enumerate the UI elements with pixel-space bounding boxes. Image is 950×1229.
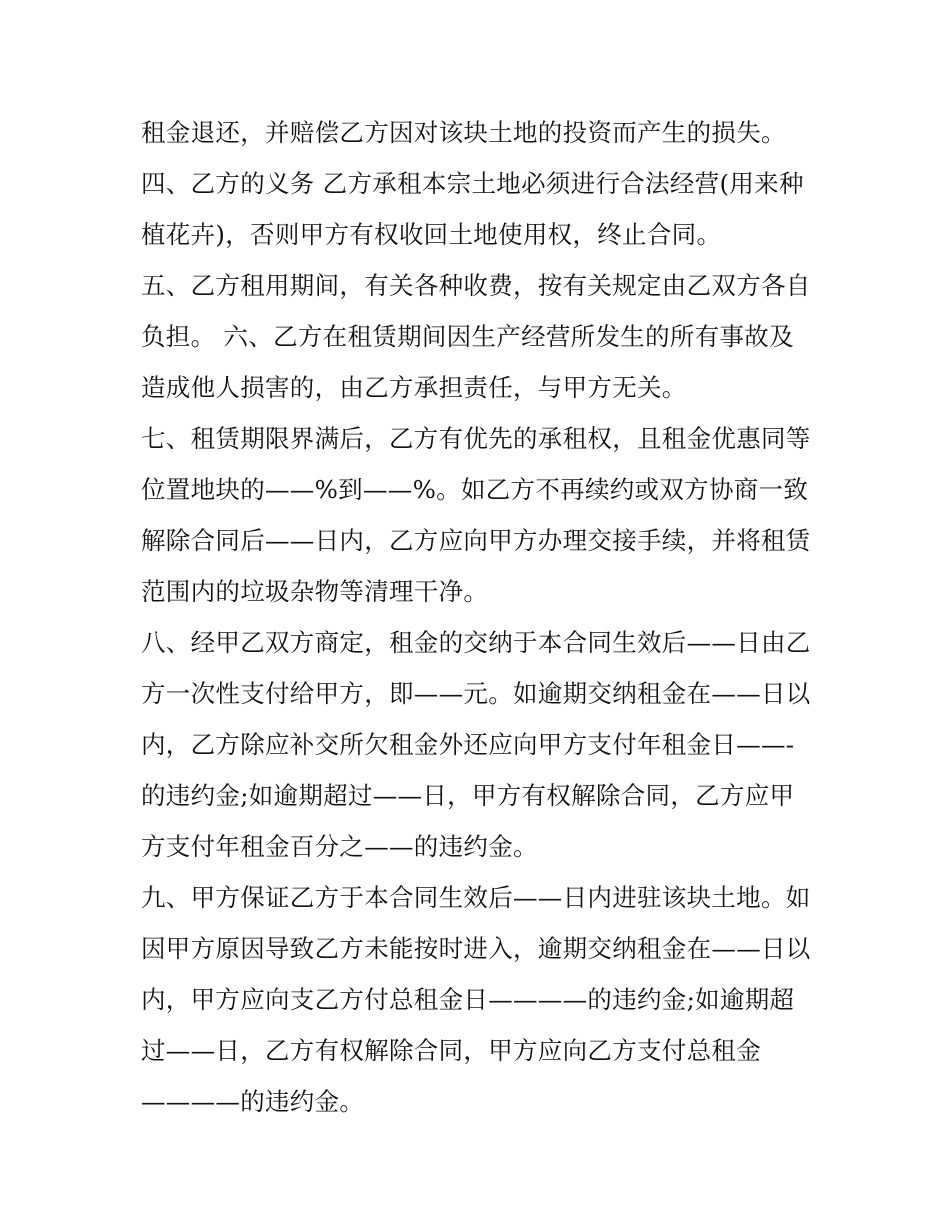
text-line: 方一次性支付给甲方，即——元。如逾期交纳租金在——日以 — [141, 679, 811, 708]
text-line: ————的违约金。 — [141, 1087, 365, 1116]
text-line: 过——日，乙方有权解除合同，甲方应向乙方支付总租金 — [141, 1036, 761, 1065]
text-line: 四、乙方的义务 乙方承租本宗土地必须进行合法经营(用来种 — [141, 169, 804, 198]
text-line: 内，甲方应向支乙方付总租金日————的违约金;如逾期超 — [141, 985, 795, 1014]
text-line: 九、甲方保证乙方于本合同生效后——日内进驻该块土地。如 — [141, 883, 811, 912]
text-line: 造成他人损害的，由乙方承担责任，与甲方无关。 — [141, 373, 687, 402]
text-line: 租金退还，并赔偿乙方因对该块土地的投资而产生的损失。 — [141, 118, 786, 147]
text-line: 范围内的垃圾杂物等清理干净。 — [141, 577, 489, 606]
text-line: 的违约金;如逾期超过——日，甲方有权解除合同，乙方应甲 — [141, 781, 795, 810]
text-line: 方支付年租金百分之——的违约金。 — [141, 832, 538, 861]
text-line: 植花卉)，否则甲方有权收回土地使用权，终止合同。 — [141, 220, 722, 249]
text-line: 七、租赁期限界满后，乙方有优先的承租权，且租金优惠同等 — [141, 424, 811, 453]
text-line: 内，乙方除应补交所欠租金外还应向甲方支付年租金日——- — [141, 730, 795, 759]
text-line: 负担。 六、乙方在租赁期间因生产经营所发生的所有事故及 — [141, 322, 794, 351]
text-line: 因甲方原因导致乙方未能按时进入，逾期交纳租金在——日以 — [141, 934, 811, 963]
text-line: 解除合同后——日内，乙方应向甲方办理交接手续，并将租赁 — [141, 526, 811, 555]
text-line: 五、乙方租用期间，有关各种收费，按有关规定由乙双方各自 — [141, 271, 811, 300]
contract-text — [141, 107, 831, 1127]
text-line: 位置地块的——%到——%。如乙方不再续约或双方协商一致 — [141, 475, 809, 504]
text-line: 八、经甲乙双方商定，租金的交纳于本合同生效后——日由乙 — [141, 628, 811, 657]
